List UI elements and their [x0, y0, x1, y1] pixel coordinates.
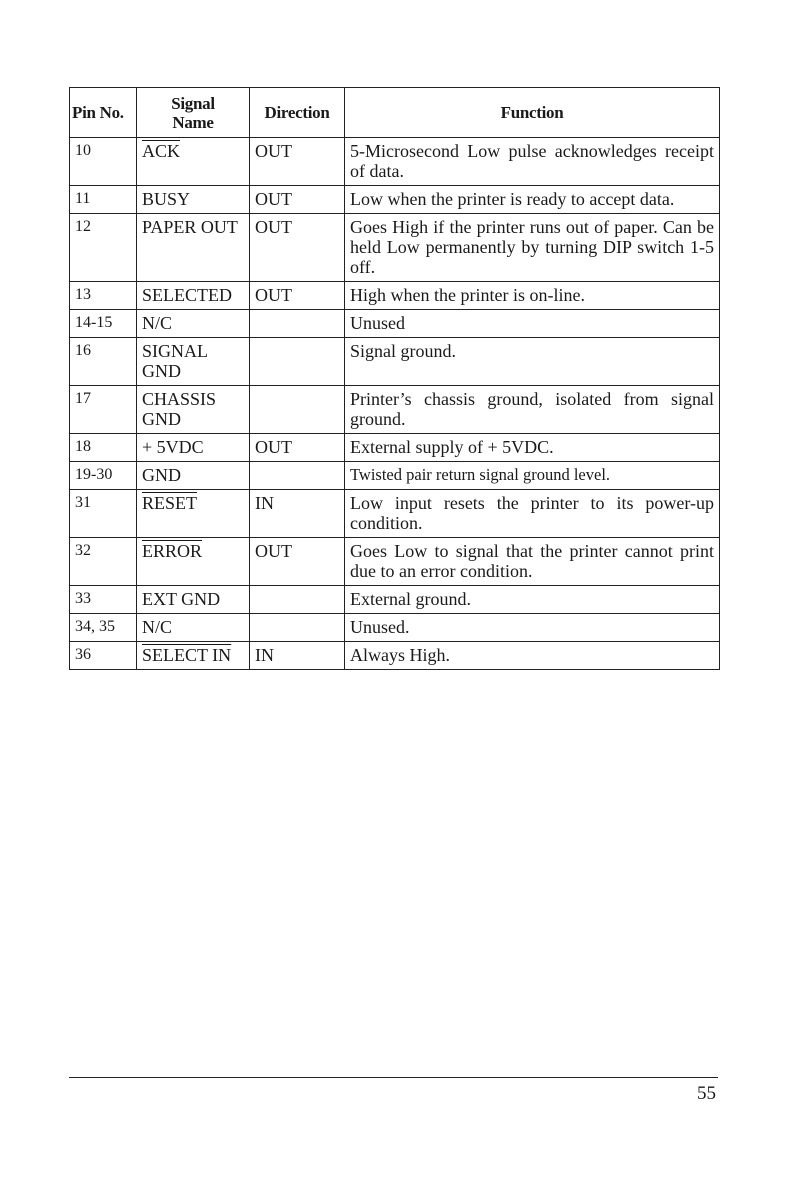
table-row	[70, 282, 720, 310]
signal-cell: RESET	[137, 490, 250, 538]
direction-cell	[250, 310, 345, 338]
signal-cell: SELECT IN	[137, 642, 250, 670]
direction-cell: OUT	[250, 538, 345, 586]
table-row	[70, 490, 720, 538]
pin-cell: 34, 35	[70, 614, 137, 642]
signal-cell: SELECTED	[137, 282, 250, 310]
table-row	[70, 586, 720, 614]
pin-cell: 16	[70, 338, 137, 386]
direction-cell	[250, 614, 345, 642]
direction-cell: OUT	[250, 282, 345, 310]
table-row	[70, 434, 720, 462]
function-cell: Always High.	[345, 642, 720, 670]
signal-cell: N/C	[137, 310, 250, 338]
signal-cell: $\overline{ACK}$	[137, 138, 250, 186]
direction-cell: OUT	[250, 138, 345, 186]
header-direction: Direction	[250, 88, 345, 138]
signal-cell: CHASSIS GND	[137, 386, 250, 434]
function-cell: Unused	[345, 310, 720, 338]
table-row	[70, 338, 720, 386]
function-cell: Goes High if the printer runs out of paper. Can be held Low permanently by turning DIP switch 1-5 off.	[345, 214, 720, 282]
pin-cell: 31	[70, 490, 137, 538]
header-signal-line1: Signal	[171, 93, 215, 113]
direction-cell	[250, 586, 345, 614]
page-number: 55	[697, 1083, 716, 1104]
pin-cell: 36	[70, 642, 137, 670]
pin-cell: 11	[70, 186, 137, 214]
pin-cell: 13	[70, 282, 137, 310]
table-row	[70, 186, 720, 214]
function-cell: Signal ground.	[345, 338, 720, 386]
function-cell: Printer’s chassis ground, isolated from signal ground.	[345, 386, 720, 434]
function-cell: Low when the printer is ready to accept data.	[345, 186, 720, 214]
signal-cell: PAPER OUT	[137, 214, 250, 282]
pin-cell: 18	[70, 434, 137, 462]
pin-cell: 32	[70, 538, 137, 586]
direction-cell	[250, 338, 345, 386]
table-row	[70, 310, 720, 338]
pin-cell: 10	[70, 138, 137, 186]
header-signal-name	[137, 88, 250, 138]
direction-cell	[250, 462, 345, 490]
function-cell: Goes Low to signal that the printer cannot print due to an error condition.	[345, 538, 720, 586]
direction-cell: OUT	[250, 214, 345, 282]
function-cell: High when the printer is on-line.	[345, 282, 720, 310]
header-signal-line2: Name	[172, 112, 214, 132]
header-function: Function	[345, 88, 720, 138]
direction-cell: OUT	[250, 434, 345, 462]
signal-cell: ERROR	[137, 538, 250, 586]
signal-cell: EXT GND	[137, 586, 250, 614]
table-row	[70, 538, 720, 586]
pin-assignment-table	[69, 87, 720, 670]
signal-cell: SIGNAL GND	[137, 338, 250, 386]
table-row	[70, 386, 720, 434]
table-header-row	[70, 88, 720, 138]
header-pin-no: Pin No.	[70, 88, 137, 138]
signal-cell: N/C	[137, 614, 250, 642]
signal-cell: + 5VDC	[137, 434, 250, 462]
signal-cell: GND	[137, 462, 250, 490]
direction-cell: IN	[250, 490, 345, 538]
table-row	[70, 614, 720, 642]
function-cell: Twisted pair return signal ground level.	[345, 462, 720, 490]
function-cell: External ground.	[345, 586, 720, 614]
function-cell: Low input resets the printer to its power-up condition.	[345, 490, 720, 538]
table-row	[70, 642, 720, 670]
pin-cell: 12	[70, 214, 137, 282]
pin-cell: 19-30	[70, 462, 137, 490]
table-row	[70, 138, 720, 186]
pin-cell: 14-15	[70, 310, 137, 338]
function-cell: External supply of + 5VDC.	[345, 434, 720, 462]
pin-cell: 33	[70, 586, 137, 614]
signal-cell: BUSY	[137, 186, 250, 214]
direction-cell: OUT	[250, 186, 345, 214]
footer-rule	[69, 1077, 718, 1078]
pin-cell: 17	[70, 386, 137, 434]
table-row	[70, 462, 720, 490]
table-row	[70, 214, 720, 282]
function-cell: Unused.	[345, 614, 720, 642]
direction-cell: IN	[250, 642, 345, 670]
function-cell: 5-Microsecond Low pulse acknowledges receipt of data.	[345, 138, 720, 186]
direction-cell	[250, 386, 345, 434]
